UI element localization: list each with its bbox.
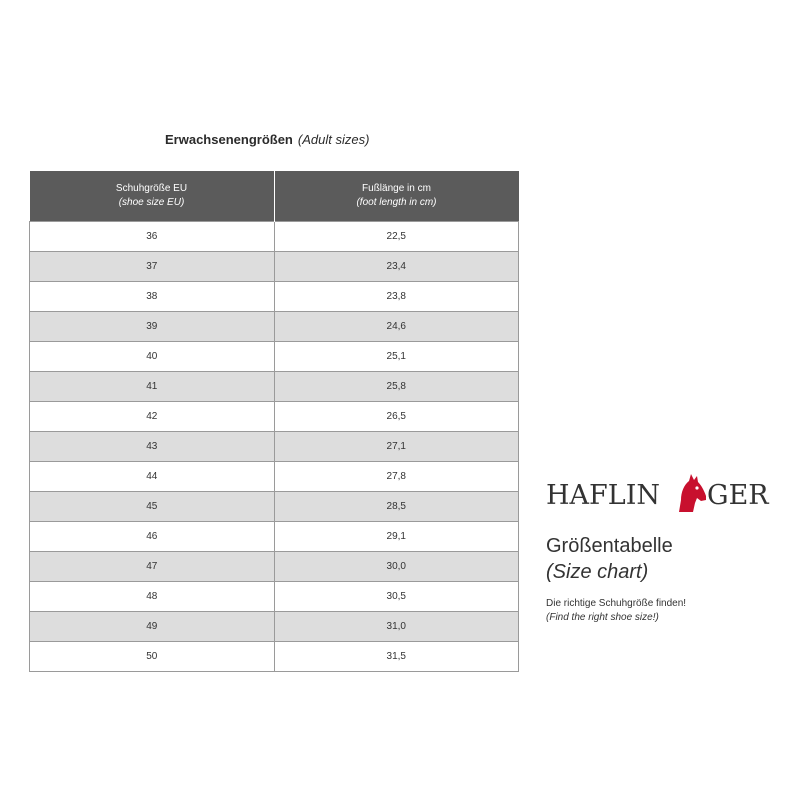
table-row	[30, 492, 519, 522]
shoe-size-cell: 50	[30, 642, 275, 672]
info-title: Größentabelle	[546, 535, 673, 557]
foot-length-cell: 26,5	[274, 402, 519, 432]
column-header-shoe-size	[30, 171, 275, 222]
shoe-size-cell: 41	[30, 372, 275, 402]
shoe-size-cell: 48	[30, 582, 275, 612]
horse-head-icon	[673, 472, 707, 512]
column-header-label: Schuhgröße EU	[115, 183, 188, 194]
column-header-sublabel: (shoe size EU)	[118, 197, 185, 208]
foot-length-cell: 28,5	[274, 492, 519, 522]
table-header-row	[30, 171, 519, 222]
table-row	[30, 582, 519, 612]
shoe-size-cell: 39	[30, 312, 275, 342]
column-header-sublabel: (foot length in cm)	[356, 197, 437, 208]
shoe-size-cell: 45	[30, 492, 275, 522]
table-row	[30, 342, 519, 372]
table-row	[30, 642, 519, 672]
table-row	[30, 432, 519, 462]
shoe-size-cell: 44	[30, 462, 275, 492]
brand-logo	[546, 478, 769, 518]
horse-eye	[695, 486, 698, 489]
info-title-en: (Size chart)	[546, 561, 649, 583]
size-table	[29, 171, 519, 672]
shoe-size-cell: 47	[30, 552, 275, 582]
table-row	[30, 522, 519, 552]
shoe-size-cell: 46	[30, 522, 275, 552]
shoe-size-cell: 43	[30, 432, 275, 462]
table-row	[30, 252, 519, 282]
shoe-size-cell: 49	[30, 612, 275, 642]
shoe-size-cell: 36	[30, 222, 275, 252]
table-row	[30, 282, 519, 312]
shoe-size-cell: 38	[30, 282, 275, 312]
foot-length-cell: 24,6	[274, 312, 519, 342]
info-note: Die richtige Schuhgröße finden!	[546, 598, 687, 609]
table-body	[30, 222, 519, 672]
foot-length-cell: 31,0	[274, 612, 519, 642]
table-row	[30, 372, 519, 402]
column-header-label: Fußlänge in cm	[362, 183, 431, 194]
info-note-en: (Find the right shoe size!)	[546, 612, 659, 623]
foot-length-cell: 31,5	[274, 642, 519, 672]
logo-text-left: HAFLIN	[546, 480, 660, 511]
foot-length-cell: 25,8	[274, 372, 519, 402]
table-row	[30, 312, 519, 342]
shoe-size-cell: 37	[30, 252, 275, 282]
shoe-size-cell: 42	[30, 402, 275, 432]
foot-length-cell: 22,5	[274, 222, 519, 252]
foot-length-cell: 30,0	[274, 552, 519, 582]
heading-subtitle: (Adult sizes)	[297, 132, 370, 147]
table-row	[30, 552, 519, 582]
foot-length-cell: 27,8	[274, 462, 519, 492]
table-row	[30, 612, 519, 642]
table-row	[30, 222, 519, 252]
foot-length-cell: 23,8	[274, 282, 519, 312]
foot-length-cell: 30,5	[274, 582, 519, 612]
foot-length-cell: 23,4	[274, 252, 519, 282]
table-heading	[165, 132, 369, 147]
foot-length-cell: 27,1	[274, 432, 519, 462]
horse-head-shape	[679, 474, 706, 512]
foot-length-cell: 29,1	[274, 522, 519, 552]
table-row	[30, 462, 519, 492]
heading-title: Erwachsenengrößen	[165, 132, 293, 147]
column-header-foot-length	[274, 171, 519, 222]
shoe-size-cell: 40	[30, 342, 275, 372]
table-row	[30, 402, 519, 432]
foot-length-cell: 25,1	[274, 342, 519, 372]
logo-text-right: GER	[707, 480, 769, 511]
